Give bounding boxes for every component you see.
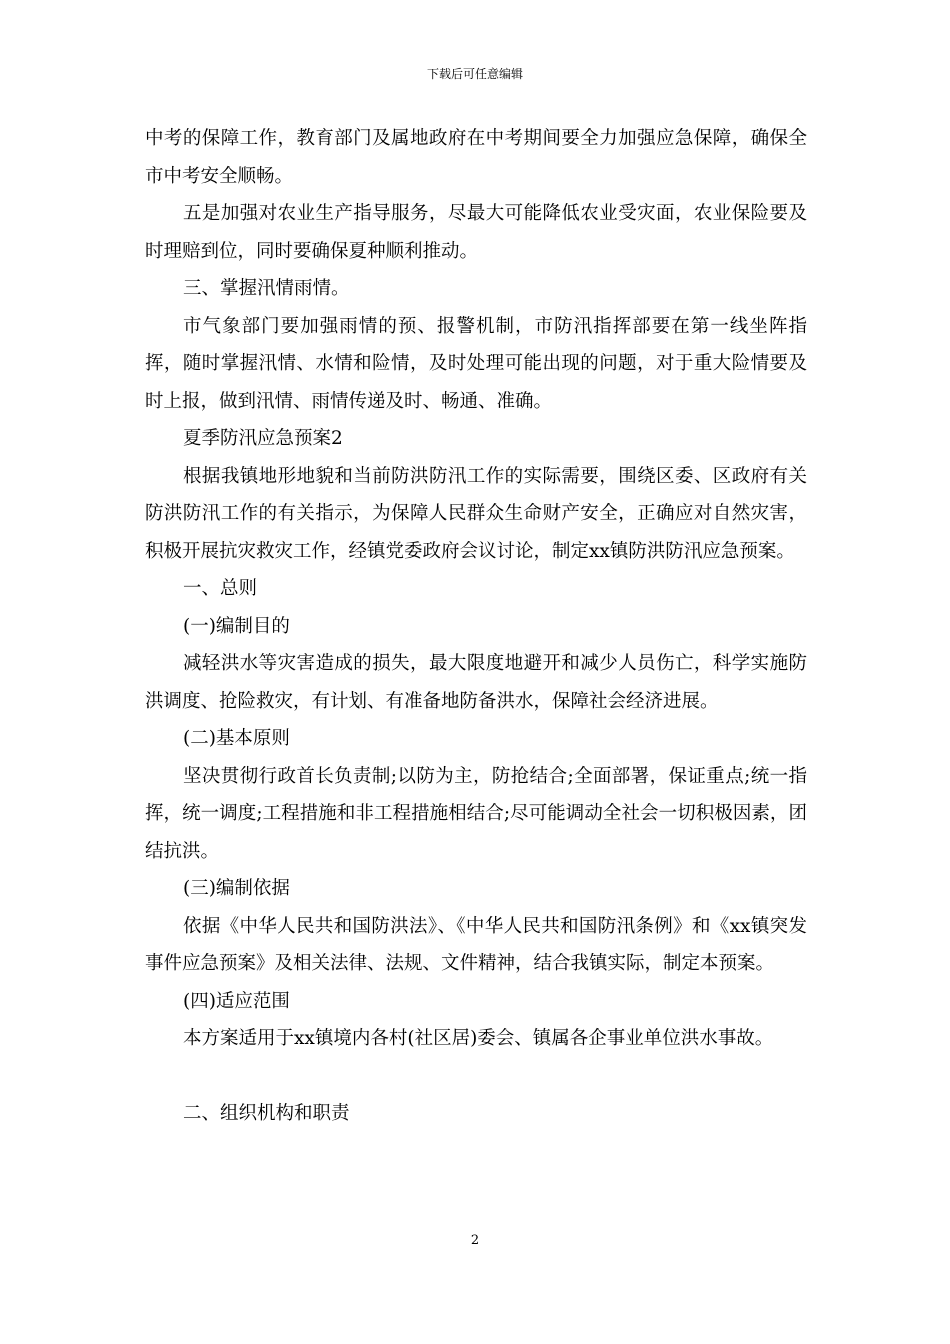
subsection-heading: (二)基本原则 xyxy=(183,728,290,749)
page-number: 2 xyxy=(470,1233,480,1248)
page-header: 下载后可任意编辑 xyxy=(426,67,523,81)
paragraph: 根据我镇地形地貌和当前防洪防汛工作的实际需要，围绕区委、区政府有关防洪防汛工作的有关指示，为保障人民群众生命财产安全，正确应对自然灾害，积极开展抗灾救灾工作，经镇党委政府会议讨论，制定xx镇防洪防汛应急预案。 xyxy=(145,465,807,562)
paragraph: 减轻洪水等灾害造成的损失，最大限度地避开和减少人员伤亡，科学实施防洪调度、抢险救灾，有计划、有准备地防备洪水，保障社会经济进展。 xyxy=(145,653,807,712)
subsection-heading: (四)适应范围 xyxy=(183,990,290,1012)
document-body xyxy=(145,120,807,1133)
blank-line xyxy=(145,1058,807,1096)
section-heading: 二、组织机构和职责 xyxy=(183,1103,350,1124)
subsection-heading: (一)编制目的 xyxy=(183,615,290,637)
section-heading: 三、掌握汛情雨情。 xyxy=(183,278,350,299)
paragraph-continued: 中考的保障工作，教育部门及属地政府在中考期间要全力加强应急保障，确保全市中考安全顺畅。 xyxy=(145,128,807,187)
paragraph: 依据《中华人民共和国防洪法》、《中华人民共和国防汛条例》和《xx镇突发事件应急预案》及相关法律、法规、文件精神，结合我镇实际，制定本预案。 xyxy=(145,915,807,974)
section-heading: 一、总则 xyxy=(183,578,258,599)
paragraph: 本方案适用于xx镇境内各村(社区居)委会、镇属各企事业单位洪水事故。 xyxy=(183,1028,774,1049)
subsection-heading: (三)编制依据 xyxy=(183,878,290,899)
paragraph: 坚决贯彻行政首长负责制;以防为主，防抢结合;全面部署，保证重点;统一指挥，统一调度;工程措施和非工程措施相结合;尽可能调动全社会一切积极因素，团结抗洪。 xyxy=(145,765,807,862)
paragraph: 市气象部门要加强雨情的预、报警机制，市防汛指挥部要在第一线坐阵指挥，随时掌握汛情、水情和险情，及时处理可能出现的问题，对于重大险情要及时上报，做到汛情、雨情传递及时、畅通、准确。 xyxy=(145,315,807,412)
document-title: 夏季防汛应急预案2 xyxy=(183,428,343,449)
paragraph: 五是加强对农业生产指导服务，尽最大可能降低农业受灾面，农业保险要及时理赔到位，同时要确保夏种顺利推动。 xyxy=(145,203,807,262)
